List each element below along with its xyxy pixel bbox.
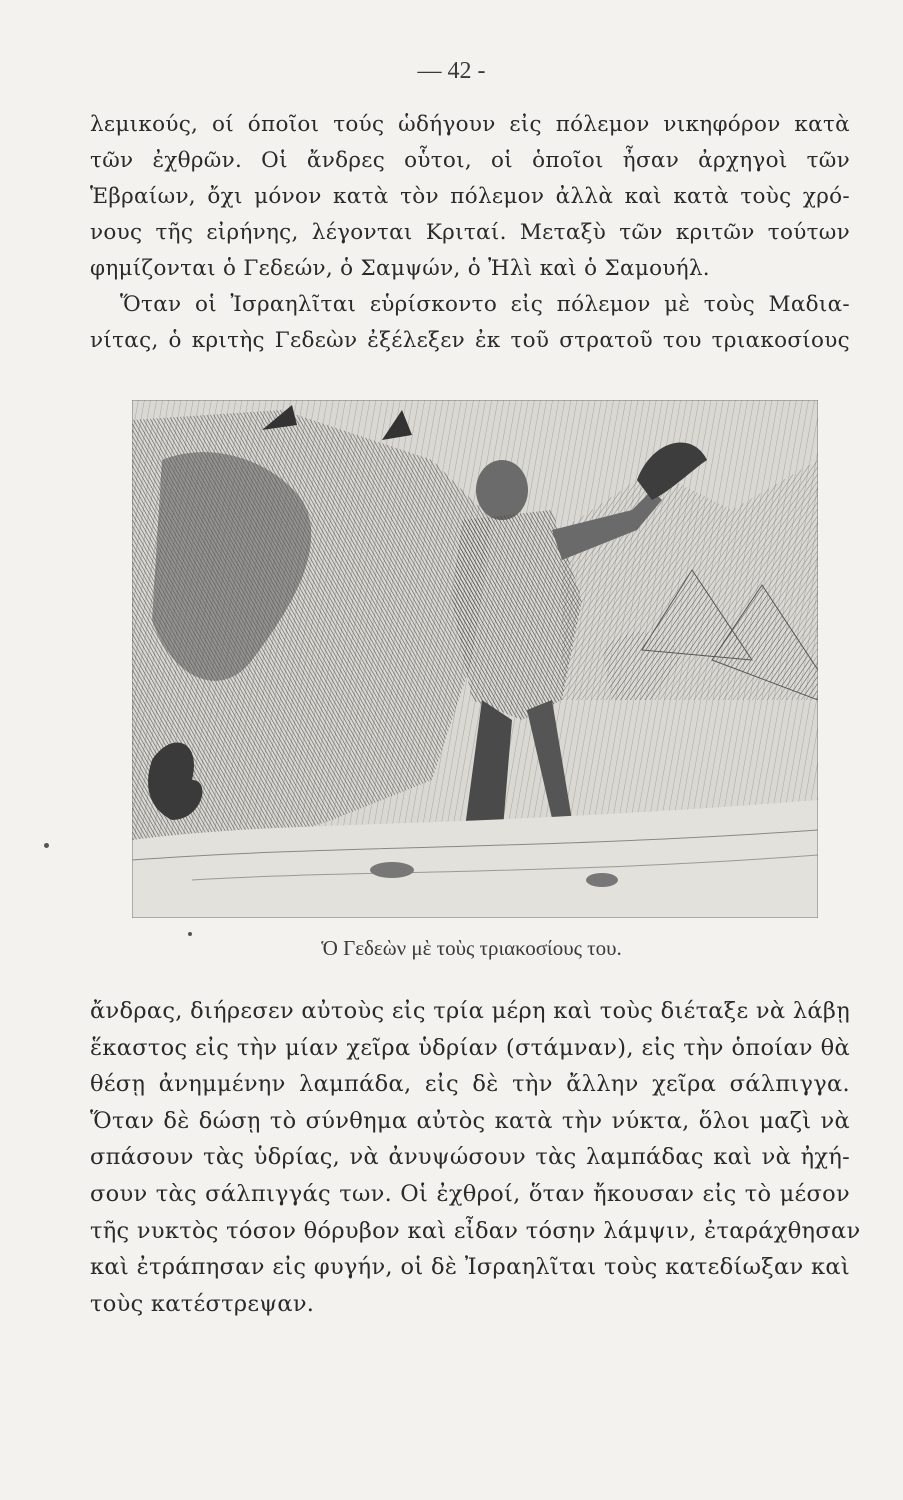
page-number: — 42 -	[417, 58, 486, 84]
text-line: νους τῆς εἰρήνης, λέγονται Κριταί. Μεταξὺ τῶν κριτῶν τούτων	[90, 220, 850, 245]
text-line: νίτας, ὁ κριτὴς Γεδεὼν ἐξέλεξεν ἐκ τοῦ στρατοῦ του τριακοσίους	[90, 328, 850, 353]
text-line: Ὅταν δὲ δώσῃ τὸ σύνθημα αὐτὸς κατὰ τὴν νύκτα, ὅλοι μαζὶ νὰ	[90, 1107, 850, 1134]
text-line: σουν τὰς σάλπιγγάς των. Οἱ ἐχθροί, ὅταν ἤκουσαν εἰς τὸ μέσον	[90, 1180, 850, 1207]
ink-speck	[188, 932, 192, 936]
text-line: λεμικούς, οί όποῖοι τούς ὡδήγουν εἰς πόλεμον νικηφόρον κατὰ	[90, 112, 850, 137]
text-line: τῆς νυκτὸς τόσον θόρυβον καὶ εἶδαν τόσην λάμψιν, ἐταράχθησαν	[90, 1217, 861, 1244]
text-line: ἄνδρας, διήρεσεν αὐτοὺς εἰς τρία μέρη καὶ τοὺς διέταξε νὰ λάβῃ	[90, 998, 850, 1024]
text-line: φημίζονται ὁ Γεδεών, ὁ Σαμψών, ὁ Ἠλὶ καὶ ὁ Σαμουήλ.	[90, 256, 710, 281]
illustration-gideon	[132, 400, 818, 918]
bottom-paragraph	[90, 998, 861, 1327]
engraving-svg	[132, 400, 818, 918]
text-line: Ὅταν οἱ Ἰσραηλῖται εὑρίσκοντο εἰς πόλεμον μὲ τοὺς Μαδια-	[120, 292, 850, 317]
text-line: τῶν ἐχθρῶν. Οἱ ἄνδρες οὗτοι, οἱ ὁποῖοι ἦσαν ἀρχηγοὶ τῶν	[90, 148, 850, 173]
text-line: σπάσουν τὰς ὑδρίας, νὰ ἀνυψώσουν τὰς λαμπάδας καὶ νὰ ἠχή-	[90, 1144, 850, 1171]
top-paragraph	[90, 112, 850, 364]
text-line: καὶ ἐτράπησαν εἰς φυγήν, οἱ δὲ Ἰσραηλῖται τοὺς κατεδίωξαν καὶ	[90, 1254, 850, 1281]
ink-speck	[44, 843, 49, 848]
text-line: τοὺς κατέστρεψαν.	[90, 1290, 315, 1317]
text-line: Ἑβραίων, ὄχι μόνον κατὰ τὸν πόλεμον ἀλλὰ καὶ κατὰ τοὺς χρό-	[90, 184, 850, 209]
figure-caption: Ὁ Γεδεὼν μὲ τοὺς τριακοσίους του.	[321, 936, 622, 960]
text-line: ἕκαστος εἰς τὴν μίαν χεῖρα ὑδρίαν (στάμναν), εἰς τὴν ὁποίαν θὰ	[90, 1034, 850, 1061]
text-line: θέσῃ ἀνημμένην λαμπάδα, εἰς δὲ τὴν ἄλλην χεῖρα σάλπιγγα.	[90, 1071, 850, 1098]
